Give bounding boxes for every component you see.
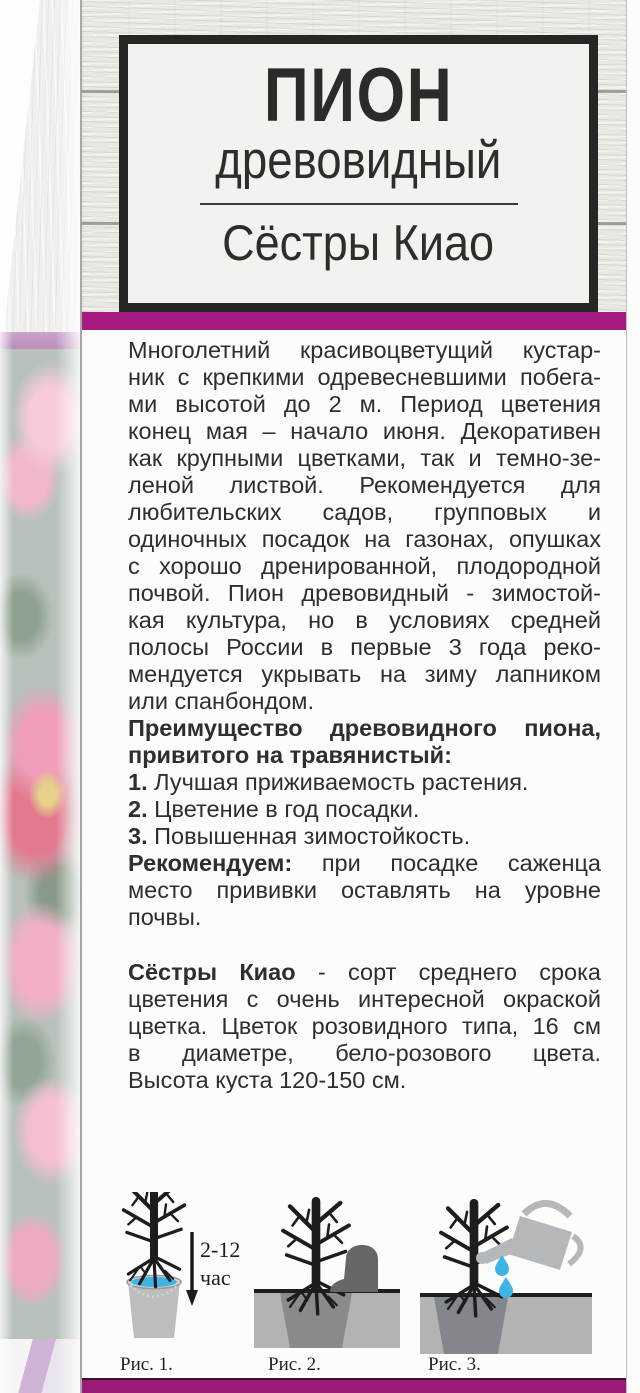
- soak-duration-unit: час: [200, 1264, 231, 1290]
- paragraph-line: конец мая – начало июня. Декоративен: [128, 418, 601, 444]
- advantage-text: Повышенная зимостойкость.: [147, 823, 471, 849]
- variety-title: Сёстры Киао: [222, 215, 495, 271]
- figure-2: [252, 1192, 404, 1378]
- advantage-text: Лучшая приживаемость растения.: [147, 769, 529, 795]
- advantage-item: [128, 823, 601, 850]
- title-box: [119, 35, 598, 312]
- variety-line: в диаметре, бело-розового цвета.: [128, 1040, 601, 1066]
- planting-hole: [434, 1297, 508, 1354]
- variety-line: цветка. Цветок розовидного типа, 16 см: [128, 1013, 601, 1039]
- advantage-item: [128, 769, 601, 796]
- variety-description: [128, 959, 601, 1094]
- page-subtitle: древовидный: [215, 131, 502, 190]
- planting-instructions: [82, 1192, 627, 1378]
- paragraph-line: кая культура, но в условиях средней: [128, 607, 601, 633]
- box-front-face: [82, 0, 627, 1393]
- paragraph-line: ми высотой до 2 м. Период цветения: [128, 391, 601, 417]
- variety-name: Сёстры Киао: [128, 959, 296, 985]
- accent-stripe-top: [82, 312, 627, 330]
- paragraph-line: мендуется укрывать на зиму лапником: [128, 661, 601, 687]
- description-text: [82, 330, 627, 1094]
- side-accent-stripe: [0, 332, 82, 349]
- paragraph-line: с хорошо дренированной, плодородной: [128, 553, 601, 579]
- box-fold-edge: [80, 0, 82, 1393]
- variety-text: - сорт среднего срока: [295, 959, 601, 985]
- advantage-number: 3.: [128, 823, 148, 849]
- advantage-number: 2.: [128, 796, 148, 822]
- boot-icon: [330, 1245, 378, 1292]
- figure-caption: Рис. 3.: [428, 1354, 481, 1375]
- scan-edge: [626, 0, 640, 1393]
- soak-duration-value: 2-12: [200, 1237, 241, 1262]
- paragraph-line: полосы России в первые 3 года реко-: [128, 634, 601, 660]
- wood-header: [82, 0, 627, 312]
- figure-3: [420, 1192, 598, 1378]
- variety-line: [128, 959, 601, 986]
- figure-caption: Рис. 1.: [120, 1354, 173, 1375]
- variety-line: цветения с очень интересной окраской: [128, 986, 601, 1012]
- recommend-line: место прививки оставлять на уровне: [128, 877, 601, 903]
- soak-illustration: [98, 1192, 266, 1352]
- planting-illustration: [252, 1192, 404, 1354]
- accent-stripe-bottom: [82, 1378, 627, 1393]
- recommend-label: Рекомендуем:: [128, 850, 293, 876]
- soak-duration: [200, 1236, 240, 1291]
- paragraph-line: ник с крепкими одревесневшими побега-: [128, 364, 601, 390]
- arrow-down-icon: [186, 1232, 198, 1306]
- advantage-item: [128, 796, 601, 823]
- paragraph-line: любительских садов, групповых и: [128, 499, 601, 525]
- paragraph-line: или спанбондом.: [128, 688, 314, 714]
- page-title: ПИОН: [263, 53, 454, 138]
- paragraph-line: почвой. Пион древовидный - зимостой-: [128, 580, 601, 606]
- figure-1: [98, 1192, 266, 1378]
- advantages-heading-line: привитого на травянистый:: [128, 742, 452, 768]
- paragraph-line: как крупными цветками, так и темно-зе-: [128, 445, 601, 471]
- paragraph-line: леной листвой. Рекомендуется для: [128, 472, 601, 498]
- title-divider: [200, 203, 518, 205]
- peony-flower-art: [0, 349, 82, 1339]
- paragraph-line: одиночных посадок на газонах, опушках: [128, 526, 601, 552]
- sapling-icon: [124, 1192, 185, 1287]
- figure-caption: Рис. 2.: [268, 1354, 321, 1375]
- ground-line: [254, 1289, 400, 1293]
- watering-illustration: [420, 1192, 598, 1358]
- paragraph-line: Многолетний красивоцветущий кустар-: [128, 337, 601, 363]
- recommend-line: [128, 850, 601, 877]
- recommend-text: при посадке саженца: [292, 850, 601, 876]
- advantage-text: Цветение в год посадки.: [147, 796, 420, 822]
- recommend-line: почвы.: [128, 904, 202, 930]
- water-drop-icon: [495, 1255, 513, 1298]
- variety-line: Высота куста 120-150 см.: [128, 1067, 407, 1093]
- advantage-number: 1.: [128, 769, 148, 795]
- side-bottom-bands: [0, 1339, 82, 1393]
- advantages-heading-line: Преимущество древовидного пиона,: [128, 715, 601, 741]
